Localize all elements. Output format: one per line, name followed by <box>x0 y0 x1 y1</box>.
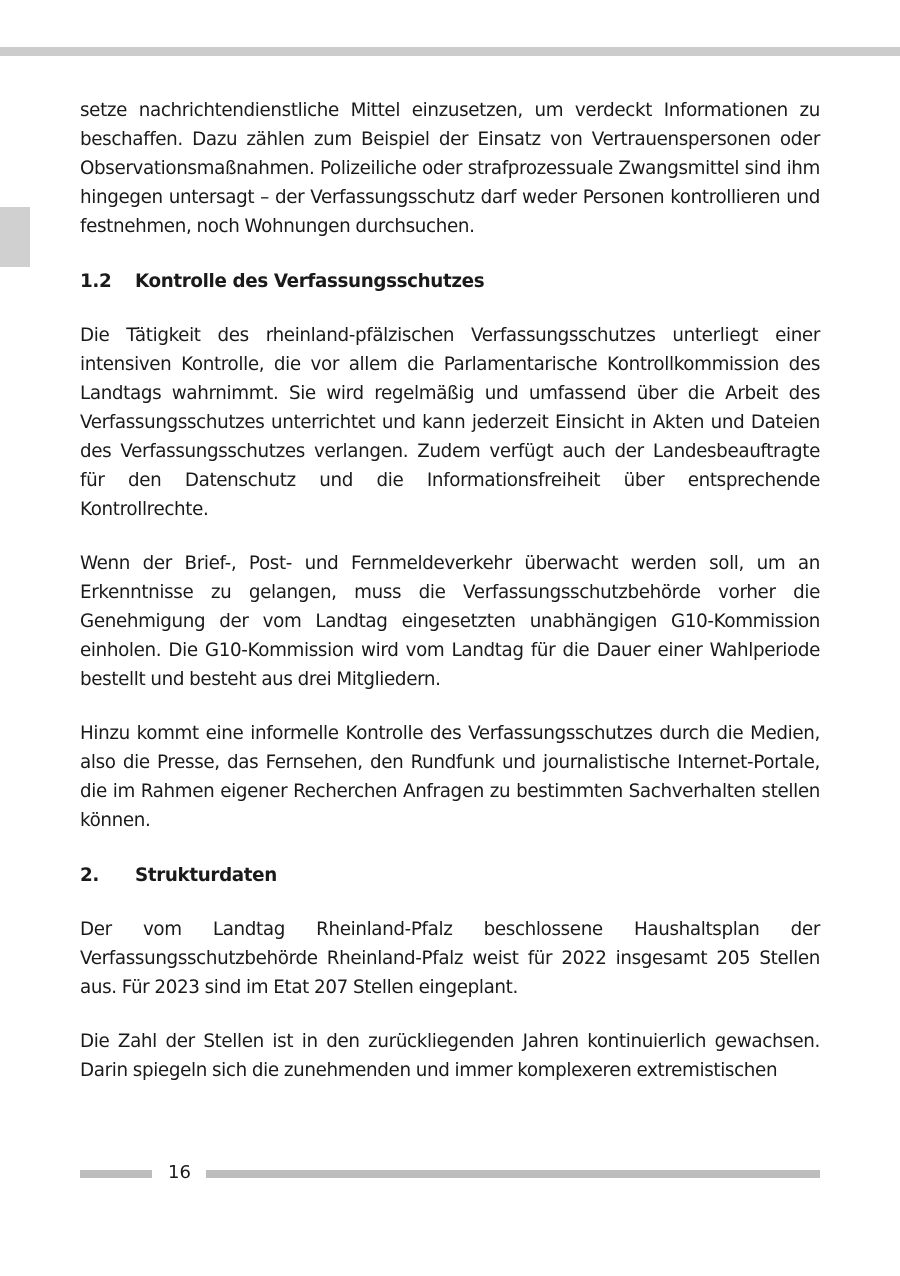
side-tab-marker <box>0 207 30 267</box>
top-rule <box>0 47 900 56</box>
paragraph-kontrolle-1: Die Tätigkeit des rheinland-pfälzischen Verfassungsschutzes unterliegt einer intensiven Kontrolle, die vor allem die Parlamentarische Kontrollkommission des Landtags wahrnimmt. Sie wird regelmäßig und umfassend über die Arbeit des Verfassungsschutzes unterrichtet und kann jederzeit Einsicht in Akten und Dateien des Verfassungsschutzes verlangen. Zudem verfügt auch der Landesbeauftragte für den Datenschutz und die Informationsfreiheit über entsprechende Kontrollrechte. <box>80 325 820 520</box>
paragraph-kontrolle-3: Hinzu kommt eine informelle Kontrolle des Verfassungsschutzes durch die Medien, also die Presse, das Fernsehen, den Rundfunk und journalistische Internet-Portale, die im Rahmen eigener Recherchen Anfragen zu bestimmten Sachverhalten stellen können. <box>80 723 820 831</box>
footer-bar-right <box>206 1170 820 1178</box>
footer-bar-left <box>80 1170 152 1178</box>
page-footer <box>80 1158 820 1188</box>
section-number: 1.2 <box>80 271 112 292</box>
paragraph-kontrolle-2: Wenn der Brief-, Post- und Fernmeldeverkehr überwacht werden soll, um an Erkenntnisse zu gelangen, muss die Verfassungsschutzbehörde vorher die Genehmigung der vom Landtag eingesetzten unabhängigen G10-Kommission einholen. Die G10-Kommission wird vom Landtag für die Dauer einer Wahlperiode bestellt und besteht aus drei Mitgliedern. <box>80 553 820 690</box>
page-content <box>80 96 820 1110</box>
section-heading-1-2 <box>80 267 820 296</box>
page-number: 16 <box>168 1162 191 1183</box>
paragraph-intro: setze nachrichtendienstliche Mittel einzusetzen, um verdeckt Informationen zu beschaffen. Dazu zählen zum Beispiel der Einsatz von Vertrauenspersonen oder Observationsmaßnahmen. Polizeiliche oder strafprozessuale Zwangsmittel sind ihm hingegen untersagt – der Verfassungsschutz darf weder Personen kontrollieren und festnehmen, noch Wohnungen durchsuchen. <box>80 100 820 237</box>
paragraph-struktur-1: Der vom Landtag Rheinland-Pfalz beschlossene Haushaltsplan der Verfassungsschutzbehörde Rheinland-Pfalz weist für 2022 insgesamt 205 Stellen aus. Für 2023 sind im Etat 207 Stellen eingeplant. <box>80 919 820 998</box>
section-heading-2 <box>80 861 820 890</box>
section-title: Kontrolle des Verfassungsschutzes <box>135 271 485 292</box>
paragraph-struktur-2: Die Zahl der Stellen ist in den zurückliegenden Jahren kontinuierlich gewachsen. Darin spiegeln sich die zunehmenden und immer komplexeren extremistischen <box>80 1031 820 1081</box>
section-title: Strukturdaten <box>135 865 277 886</box>
section-number: 2. <box>80 865 99 886</box>
